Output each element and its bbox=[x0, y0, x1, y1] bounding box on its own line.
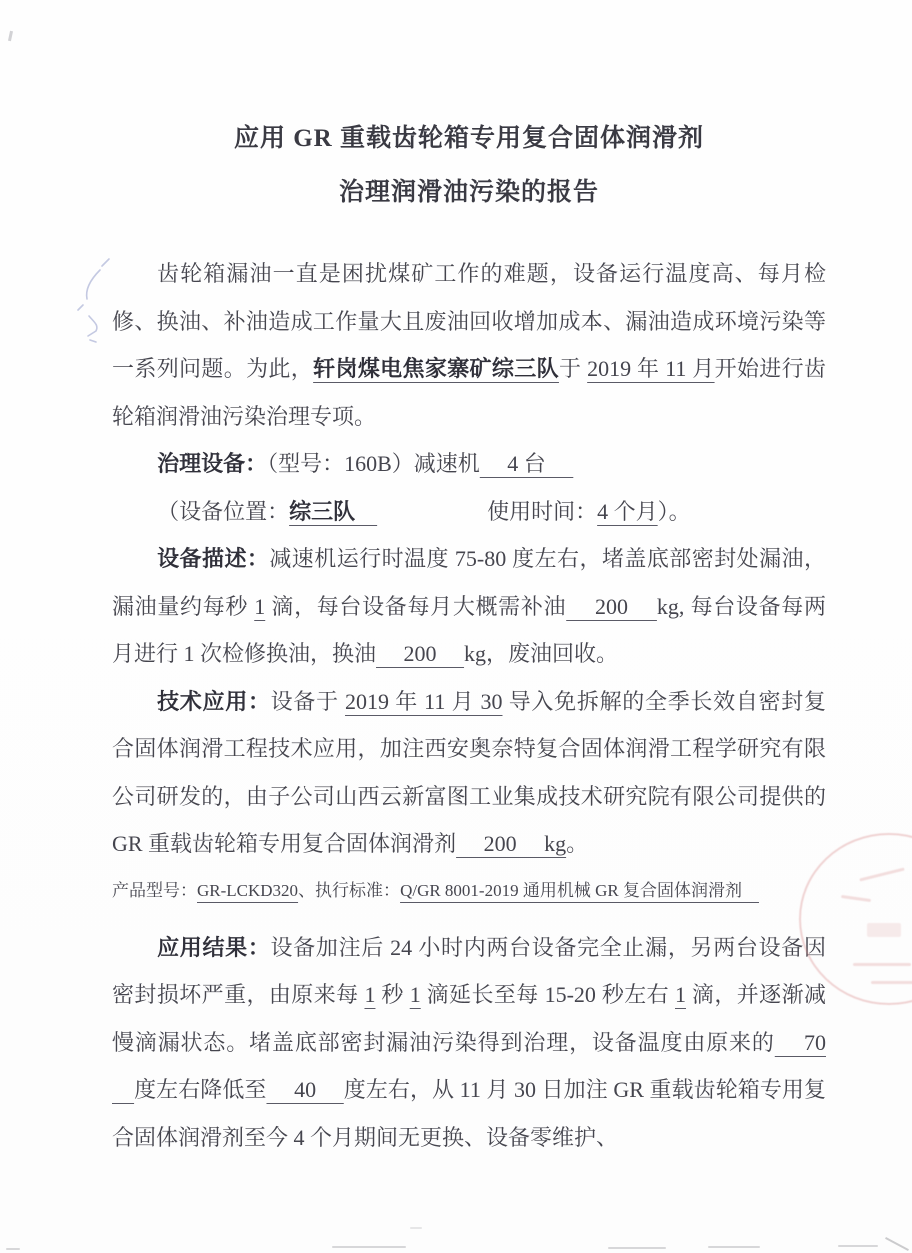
text-run: 滴延长至每 15-20 秒左右 bbox=[420, 982, 675, 1007]
text-run: 200 bbox=[566, 593, 657, 619]
text-run: 200 bbox=[376, 641, 465, 666]
text-run: 于 bbox=[558, 356, 588, 381]
text-run: 轩岗煤电焦家寨矿综三队 bbox=[313, 356, 559, 381]
text-run: 滴，并逐渐减慢滴漏状态。堵盖底部密封漏油污染得到治理，设备温度由原来的 bbox=[112, 982, 826, 1055]
text-run: 4 台 bbox=[479, 451, 574, 476]
text-run: 齿轮箱漏油一直是困扰煤矿工作的难题，设备运行温度高、每月检修、换油、补油造成工作量大且废油回收增加成本、漏油造成环境污染等一系列问题。为此， bbox=[112, 261, 826, 381]
text-run: 200 kg bbox=[456, 831, 567, 856]
text-run: 导入免拆解的全季长效自密封复合固体润滑工程技术应用，加注西安奥奈特复合固体润滑工程学研究有限公司研发的，由子公司山西云新富图工业集成技术研究院有限公司提供的 GR 重载齿轮箱专用复合固体润滑剂 bbox=[112, 688, 826, 856]
stamp-text-mark bbox=[841, 895, 871, 902]
paragraph-description bbox=[112, 535, 826, 678]
text-run: 技术应用： bbox=[157, 688, 271, 714]
text-run: 设备于 bbox=[270, 688, 346, 714]
text-run: 2019 年 11 月 bbox=[587, 356, 715, 381]
text-run: 开始进行齿轮箱润滑油污染治理专项。 bbox=[112, 356, 826, 429]
scan-edge-artifact bbox=[838, 1245, 878, 1247]
stamp-date-mark bbox=[871, 981, 912, 984]
stamp-date-mark bbox=[853, 963, 911, 966]
text-run: kg，废油回收。 bbox=[464, 641, 619, 666]
text-run: kg, 每台设备每两月进行 1 次检修换油，换油 bbox=[112, 593, 826, 666]
text-run: 综三队 bbox=[289, 498, 378, 524]
text-run: 。 bbox=[566, 831, 589, 856]
text-run: 设备加注后 24 小时内两台设备完全止漏，另两台设备因密封损坏严重，由原来每 bbox=[112, 934, 826, 1007]
paragraph-product-model bbox=[112, 874, 826, 908]
text-run: 1 bbox=[364, 982, 376, 1007]
text-run: 减速机运行时温度 75-80 度左右，堵盖底部密封处漏油，漏油量约每秒 bbox=[112, 546, 826, 619]
paragraph-results bbox=[112, 924, 826, 1162]
text-run: 4 个月 bbox=[597, 498, 658, 524]
text-run: 40 bbox=[266, 1077, 344, 1102]
paragraph-location bbox=[112, 488, 826, 536]
text-run: 使用时间： bbox=[377, 498, 598, 524]
text-run: 设备描述： bbox=[157, 546, 270, 571]
document-content bbox=[112, 112, 826, 1161]
scan-speck bbox=[8, 31, 13, 41]
paragraph-technology bbox=[112, 678, 826, 868]
scan-edge-artifact bbox=[608, 1247, 666, 1249]
pen-scribble-mark bbox=[62, 256, 114, 344]
text-run: 2019 年 11 月 30 bbox=[345, 688, 503, 714]
stamp-text-mark bbox=[867, 923, 901, 937]
text-run: 滴，每台设备每月大概需补油 bbox=[265, 593, 567, 619]
text-run: 秒 bbox=[375, 982, 410, 1007]
text-run: （型号：160B）减速机 bbox=[267, 451, 480, 476]
text-run: 度左右降低至 bbox=[134, 1077, 267, 1102]
text-run: 1 bbox=[409, 982, 421, 1007]
scan-edge-artifact bbox=[6, 1248, 20, 1250]
scan-corner-artifact bbox=[885, 1237, 909, 1251]
text-run: GR-LCKD320 bbox=[197, 880, 299, 900]
paragraph-intro bbox=[112, 250, 826, 440]
scan-edge-artifact bbox=[332, 1246, 406, 1248]
document-title-line2: 治理润滑油污染的报告 bbox=[338, 179, 599, 206]
text-run: （设备位置： bbox=[157, 498, 290, 524]
text-run: 1 bbox=[254, 593, 266, 619]
stamp-text-mark bbox=[859, 867, 904, 881]
scan-edge-artifact bbox=[708, 1246, 760, 1248]
text-run: 1 bbox=[675, 982, 686, 1007]
text-run: Q/GR 8001-2019 通用机械 GR 复合固体润滑剂 bbox=[400, 880, 759, 900]
text-run: 产品型号： bbox=[112, 880, 197, 900]
text-run: 70 bbox=[112, 1029, 826, 1102]
text-run: 应用结果： bbox=[157, 934, 271, 960]
text-run: ）。 bbox=[657, 498, 691, 524]
text-run: 治理设备： bbox=[157, 451, 268, 476]
document-title-line1: 应用 GR 重载齿轮箱专用复合固体润滑剂 bbox=[233, 125, 704, 152]
paragraph-equipment bbox=[112, 440, 826, 488]
text-run: 度左右，从 11 月 30 日加注 GR 重载齿轮箱专用复合固体润滑剂至今 4 个月期间无更换、设备零维护、 bbox=[112, 1077, 826, 1150]
scan-edge-artifact bbox=[410, 1227, 422, 1229]
text-run: 、执行标准： bbox=[298, 880, 401, 900]
